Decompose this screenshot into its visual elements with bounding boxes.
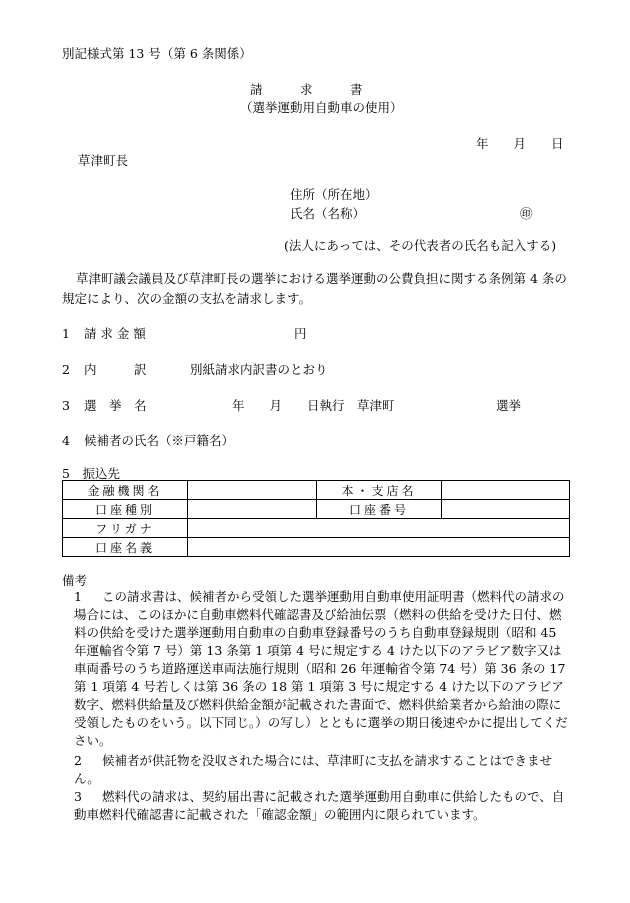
account-number-label: 口座番号 xyxy=(317,500,442,519)
seal-mark: ㊞ xyxy=(520,206,533,221)
name-label: 氏名（名称） xyxy=(290,206,366,221)
note-1: 1 この請求書は、候補者から受領した選挙運動用自動車使用証明書（燃料代の請求の場合には、このほかに自動車燃料代確認書及び給油伝票（燃料の供給を受けた日付、燃料の供給を受けた選挙運動用自動車の自動車登録番号のうち自動車登録規則（昭和 45 年運輸省令第 7 号）第 13 条第 1 項第 4 号に規定する 4 けた以下のアラビア数字又は車両番号のうち道路運送車両法施行規則（昭和 26 年運輸省令第 74 号）第 36 条の 17 第 1 項第 4 号若しくは第 36 条の 18 第 1 項第 3 号に規定する 4 けた以下のアラビア数字、燃料供給量及び燃料供給金額が記載された書面で、燃料供給業者から給油の際に受領したものをいう。以下同じ。）の写し）とともに選挙の期日後速やかに提出してください。 xyxy=(74,589,568,748)
doc-title: 請 求 書 xyxy=(250,82,363,97)
table-row xyxy=(63,538,570,557)
note-3: 3 燃料代の請求は、契約届出書に記載された選挙運動用自動車に供給したもので、自動車燃料代確認書に記載された「確認金額」の範囲内に限られています。 xyxy=(74,789,565,822)
bank-table xyxy=(62,480,570,557)
date-field[interactable]: 年 月 日 xyxy=(476,136,564,151)
form-id: 別記様式第 13 号（第 6 条関係） xyxy=(62,46,252,61)
bank-name-label: 金融機関名 xyxy=(63,481,188,500)
bank-name-field[interactable] xyxy=(188,481,317,500)
bank-heading: 5 振込先 xyxy=(62,466,120,481)
addressee: 草津町長 xyxy=(78,153,129,168)
item-amount: 1 請 求 金 額 円 xyxy=(62,326,307,341)
furigana-label: フリガナ xyxy=(63,519,188,538)
table-row xyxy=(63,481,570,500)
doc-subtitle: （選挙運動用自動車の使用） xyxy=(240,100,403,115)
account-type-label: 口座種別 xyxy=(63,500,188,519)
account-holder-field[interactable] xyxy=(188,538,570,557)
branch-label: 本・支店名 xyxy=(317,481,442,500)
table-row xyxy=(63,519,570,538)
notes-heading: 備考 xyxy=(62,573,88,588)
note-2: 2 候補者が供託物を没収された場合には、草津町に支払を請求することはできません。 xyxy=(74,753,553,786)
address-label: 住所（所在地） xyxy=(290,187,378,202)
account-holder-label: 口座名義 xyxy=(63,538,188,557)
intro-text: 草津町議会議員及び草津町長の選挙における選挙運動の公費負担に関する条例第 4 条の規定により、次の金額の支払を請求します。 xyxy=(62,271,567,306)
furigana-field[interactable] xyxy=(188,519,570,538)
account-number-field[interactable] xyxy=(442,500,570,519)
branch-field[interactable] xyxy=(442,481,570,500)
account-type-field[interactable] xyxy=(188,500,317,519)
amount-unit: 円 xyxy=(294,326,307,341)
item-election: 3 選 挙 名 年 月 日執行 草津町 選挙 xyxy=(62,398,522,413)
table-row xyxy=(63,500,570,519)
corp-note: (法人にあっては、その代表者の氏名も記入する) xyxy=(284,238,557,253)
item-breakdown: 2 内 訳 別紙請求内訳書のとおり xyxy=(62,362,328,377)
item-candidate: 4 候補者の氏名（※戸籍名） xyxy=(62,433,234,448)
